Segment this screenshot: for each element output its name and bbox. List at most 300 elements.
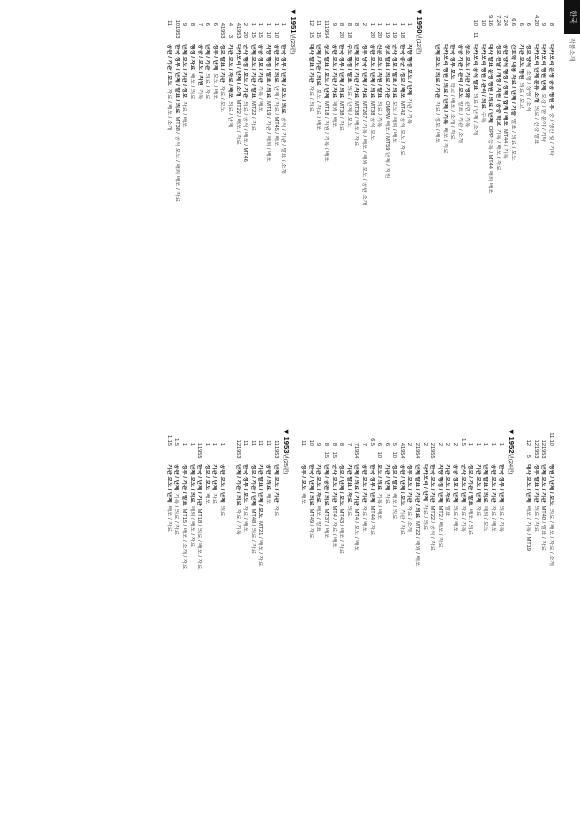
- entry-description: 의료 / 단체: [227, 101, 234, 128]
- entry-description: MT18 / 지원 / 기록 / 배포: [322, 101, 329, 162]
- entry-description: 배포: [203, 493, 210, 505]
- entry-description: 중 / 생산 및 / 기타: [548, 112, 554, 156]
- date-month: 2: [444, 442, 451, 446]
- entry-description: 보도 / 해외 / 배포: [391, 101, 398, 143]
- entry-title: 기관 / 단체: [211, 464, 218, 491]
- entry-title: 단체 / 기관 / 의료: [315, 44, 322, 86]
- year-count: 년(24편): [506, 453, 513, 475]
- entry-description: 의료 / 기록: [376, 101, 383, 128]
- entry-title: 장소 보도 / 기관 / 영화: [464, 44, 471, 99]
- entry-description: 관련 / 기록: [464, 101, 471, 128]
- list-item: [217, 428, 225, 824]
- list-item: [531, 428, 539, 824]
- date-month: 6.6: [510, 18, 517, 26]
- list-item: [531, 8, 539, 404]
- date-month: 6: [383, 442, 390, 446]
- entry-description: 자료 / 배포: [490, 505, 497, 532]
- entry-description: 자료: [474, 505, 481, 517]
- list-item: [271, 8, 279, 404]
- entry-title: 정보 / 단체 / 보도: [338, 464, 345, 506]
- entry-title: 군사 정보 / 발표 / 의료: [391, 44, 398, 99]
- entry-description: 학교 / 배포 / 소개 / 자료: [449, 82, 456, 140]
- entry-description: MT48 / 의료 / 자료: [249, 508, 256, 554]
- list-item: [314, 8, 322, 404]
- date-day: 3: [227, 34, 234, 38]
- date-month: 1: [196, 442, 203, 446]
- entry-description: 의료 / 자료: [204, 73, 211, 100]
- date-month: 2: [406, 442, 413, 446]
- entry-description: 기록 / 배포: [257, 85, 264, 112]
- list-item: [279, 8, 287, 404]
- entry-title: 대사 발표 운영 병원 / 의료 / 단체: [487, 44, 494, 123]
- entry-description: 자료: [272, 505, 279, 517]
- entry-description: 해외 / 배포: [330, 101, 337, 128]
- date-day: 20: [242, 31, 249, 38]
- date-day: 1953: [173, 26, 180, 39]
- year-label: 1950: [415, 16, 425, 34]
- entry-description: MT18 / 의료 / 배포 / 자료: [196, 508, 203, 570]
- entry-description: 기록 / 의료 / 자료: [173, 493, 180, 536]
- entry-description: 배포 / 자료: [441, 127, 448, 154]
- entry-title: 정보 / 기관 / 발표: [467, 464, 474, 506]
- entry-title: 단체 보도 / 기관: [540, 464, 547, 503]
- date-day: 11: [472, 32, 479, 38]
- entry-title: 기관 보도 / 단체: [165, 464, 172, 503]
- entry-title: 정부 / 단체: [211, 44, 218, 71]
- list-item: [210, 8, 218, 404]
- entry-title: 단체 보도 / 의료: [188, 464, 195, 503]
- entry-description: MT21 / 배포 / 자료: [257, 521, 264, 567]
- date-month: 10: [479, 19, 486, 26]
- date-month: 1: [219, 442, 226, 446]
- entry-title: 공판 양식 행정 / 정책 / 합계 / 배포: [502, 44, 509, 126]
- list-item: [248, 8, 256, 404]
- date-day: 18: [345, 31, 352, 38]
- list-item: [179, 428, 187, 824]
- date-month: 2: [421, 442, 428, 446]
- entry-title: 다카모리 / 단체 / 소개: [234, 44, 241, 97]
- entry-description: 자료: [211, 493, 218, 505]
- entry-title: 단체 보도 / 기관: [272, 464, 279, 503]
- date-month: 1: [203, 442, 210, 446]
- date-month: 7: [196, 22, 203, 26]
- date-month: 9: [330, 22, 337, 26]
- entry-description: MT15 / 배포 / 소개 / 자료: [181, 508, 188, 570]
- entry-title: 단체 발표 / 의료: [482, 464, 489, 503]
- year-group: [433, 8, 555, 404]
- date-month: 1: [467, 442, 474, 446]
- entry-title: 지방 행정 보도 / 단체: [406, 44, 413, 95]
- list-item: [352, 428, 360, 824]
- list-item: [455, 8, 463, 404]
- list-item: [397, 8, 405, 404]
- entry-description: 자료 / 정보 / 배포: [434, 101, 441, 143]
- list-item: [271, 428, 279, 824]
- list-item: [420, 428, 428, 824]
- entry-description: 자료 / 보도: [219, 85, 226, 112]
- date-month: 1.5: [459, 438, 466, 446]
- list-item: [164, 428, 172, 824]
- entry-title: 단체 보도 / 기관 / 발표: [249, 44, 256, 99]
- list-item: [172, 8, 180, 404]
- entry-title: 수도 행정 / 발표: [345, 44, 352, 83]
- entry-title: 한국 정부 / 단체: [368, 464, 375, 503]
- entry-description: 의료: [345, 505, 352, 517]
- date-month: 8: [322, 442, 329, 446]
- date-month: 8: [338, 22, 345, 26]
- entry-title: 기관 보도 / 자료: [315, 464, 322, 503]
- year-group: [233, 428, 291, 824]
- list-item: [488, 428, 496, 824]
- entry-title: 공판 보도 / 기관: [490, 464, 497, 503]
- date-month: 1.15: [165, 435, 172, 446]
- date-month: 5: [391, 442, 398, 446]
- left-column: [157, 8, 554, 404]
- entry-description: MT4 / 자료 / 배포: [330, 505, 337, 548]
- entry-title: 대사 보도 / 단체: [525, 464, 532, 503]
- list-item: [448, 8, 456, 404]
- entry-title: 장교 발표 / 보도 / 단체: [322, 44, 329, 99]
- list-item: [524, 428, 532, 824]
- list-item: [256, 8, 264, 404]
- entry-title: 한국 정부 / 보도: [242, 464, 249, 503]
- year-group: [299, 428, 516, 824]
- year-heading: [416, 8, 425, 404]
- entry-description: OPP 등록 / MT44 해외 배포: [487, 125, 494, 194]
- entry-title: 공판 보도 / 단체: [219, 464, 226, 503]
- entry-title: 공판 보도 / 기관 / 자료: [330, 44, 337, 99]
- date-day: 10: [376, 451, 383, 458]
- date-month: 1: [257, 22, 264, 26]
- list-item: [390, 8, 398, 404]
- entry-title: 정부 / 보도: [300, 464, 307, 491]
- entry-title: 정부 발표 / 기관: [532, 464, 539, 503]
- entry-description: 자료: [383, 493, 390, 505]
- entry-title: 단체 보도 / 기관 / 정보: [181, 44, 188, 99]
- date-month: 1: [272, 22, 279, 26]
- date-month: 11.10: [548, 432, 554, 446]
- entry-description: MT267 / 기록 / 배포 / 해외 보도 / 공판 소개: [360, 101, 367, 206]
- entry-description: MT42 공식 보도 / 자료: [398, 101, 405, 156]
- list-item: [493, 8, 501, 404]
- entry-title: 단체 / 기관: [204, 44, 211, 71]
- date-month: 1: [280, 22, 287, 26]
- list-item: [375, 8, 383, 404]
- entry-description: MT43 / 배포 / 자료: [338, 508, 345, 554]
- entry-description: MT44 / 기록: [502, 128, 509, 159]
- list-item: [337, 428, 345, 824]
- entry-description: MT49 / 자료: [307, 508, 314, 539]
- date-month: 6: [211, 22, 218, 26]
- date-day: 10: [391, 451, 398, 458]
- date-day: 1953: [540, 446, 547, 459]
- entry-title: 지방 행정 / 단체: [436, 464, 443, 503]
- entry-title: 한국 종군 / 정보 / 배포: [398, 44, 405, 99]
- list-item: [263, 8, 271, 404]
- entry-title: 정보 양식: [525, 44, 532, 68]
- list-item: [508, 8, 516, 404]
- entry-title: 단체 보도 / 의료 / 기관: [434, 44, 441, 99]
- date-month: 1: [188, 442, 195, 446]
- entry-description: MT38 공식 보도: [368, 101, 375, 141]
- date-month: 12: [532, 439, 539, 446]
- date-day: 1954: [414, 446, 421, 459]
- triangle-marker-icon: ▼: [415, 8, 425, 16]
- date-month: 9.16: [487, 15, 494, 26]
- entry-description: 배포 / 의료: [189, 73, 196, 100]
- date-month: 11: [322, 20, 329, 26]
- entry-title: 병원 / 단체 / 보도: [548, 464, 554, 506]
- date-day: 1953: [532, 446, 539, 459]
- date-day: 1953: [234, 446, 241, 459]
- entry-title: 단체 / 기관 / 의료: [234, 464, 241, 506]
- entry-title: 정보 / 기관 / 단체: [249, 464, 256, 506]
- date-month: 12: [540, 439, 547, 446]
- entry-title: 기관 발표 / 자료: [345, 464, 352, 503]
- year-label: 1952: [506, 436, 516, 454]
- date-month: 1: [376, 22, 383, 26]
- date-month: 8: [338, 442, 345, 446]
- date-day: 15: [315, 31, 322, 38]
- date-month: 10: [307, 439, 314, 446]
- entry-description: MT44 / 자료: [368, 505, 375, 536]
- list-item: [359, 8, 367, 404]
- year-group: [306, 8, 424, 404]
- date-day: 1955: [196, 446, 203, 459]
- entry-title: 단체 / 의료 / 기관: [353, 464, 360, 506]
- entry-description: 의료 / 기록: [497, 505, 504, 532]
- entry-description: 단체 / 자료 / MT45 / 배포: [272, 85, 279, 147]
- entry-title: 공공 정보 / 단체: [452, 464, 459, 503]
- date-month: 2: [452, 442, 459, 446]
- entry-description: 의료 / 보고: [517, 82, 524, 109]
- entry-title: 한국 정부 / 단체 / 의료: [338, 44, 345, 99]
- date-month: 10: [472, 19, 479, 26]
- entry-description: 배포: [265, 493, 271, 505]
- date-month: 4: [398, 442, 405, 446]
- date-month: 1: [474, 442, 481, 446]
- entry-title: 공판 / 단체: [173, 464, 180, 491]
- entry-description: MT22 / 공식 / 자료: [429, 505, 436, 551]
- entry-title: 한국 정부 / 단체: [497, 464, 504, 503]
- year-heading: [507, 428, 516, 824]
- list-item: [367, 428, 375, 824]
- date-day: 19: [391, 31, 398, 38]
- entry-title: 정보 발표 / 기관: [219, 44, 226, 83]
- entry-title: 공판 / 의료: [265, 464, 271, 491]
- entry-title: 지방 행정 / 발표 / 의료: [265, 44, 271, 99]
- entry-title: 단체 보도 / 기관 / 자료: [353, 44, 360, 99]
- date-month: 7.24: [502, 15, 509, 26]
- date-month: 10: [173, 19, 180, 26]
- date-month: 2: [414, 442, 421, 446]
- list-item: [443, 428, 451, 824]
- entry-description: 의료: [219, 505, 226, 517]
- date-month: 1: [249, 22, 256, 26]
- year-count: 년(12편): [415, 33, 422, 55]
- date-month: 6: [376, 442, 383, 446]
- entry-description: MT38 / 배포 / 자료: [353, 101, 360, 147]
- list-item: [203, 8, 211, 404]
- list-item: [397, 428, 405, 824]
- entry-title: 다카모리 공식 발표: [472, 44, 479, 91]
- entry-title: 공공 기관 / 관리 / 보도: [456, 44, 463, 99]
- date-month: 1.5: [173, 438, 180, 446]
- entry-title: 기관 보도 / 자료: [444, 464, 451, 503]
- triangle-marker-icon: ▼: [506, 428, 516, 436]
- entry-title: 군사 보도 / 기관: [330, 464, 337, 503]
- entry-description: 기관 / 자료: [398, 508, 405, 536]
- list-item: [263, 428, 271, 824]
- entry-title: 한국 정부 보도: [449, 44, 456, 80]
- date-day: 1955: [429, 446, 436, 459]
- entry-description: 발표 / 기관 / 소개: [456, 101, 463, 143]
- list-item: [390, 428, 398, 824]
- entry-title: 대사 발표 / 기관: [307, 44, 314, 83]
- entry-title: 공판 보도 / 의료: [272, 44, 279, 83]
- date-month: 7: [353, 442, 360, 446]
- list-item: [241, 428, 249, 824]
- list-item: [428, 428, 436, 824]
- date-day: 20: [376, 31, 383, 38]
- entry-title: 보도 / 의료: [376, 464, 383, 491]
- entry-description: 의료 / 건강 발표: [532, 105, 539, 145]
- date-month: 1: [181, 442, 188, 446]
- entry-title: 정부 당국 / 단체 / 자료: [360, 44, 367, 99]
- list-item: [440, 8, 448, 404]
- list-item: [329, 8, 337, 404]
- entry-title: 다카모리 운영 공공 병원 후: [548, 44, 554, 110]
- entry-title: 장교 발표 / 의료 / 기관: [383, 44, 390, 99]
- list-item: [172, 428, 180, 824]
- entry-title: 공판 / 단체 / 보도: [398, 464, 405, 506]
- list-item: [306, 428, 314, 824]
- date-month: 8: [345, 22, 352, 26]
- date-month: 7.24: [494, 15, 501, 26]
- date-day: 20: [338, 31, 345, 38]
- entry-title: 정보 / 발표: [391, 464, 398, 491]
- entry-description: 의료 / 배포 / 자료 / 소개: [548, 508, 554, 566]
- date-month: 4: [234, 22, 241, 26]
- list-item: [481, 428, 489, 824]
- entry-description: 자료 / 기록: [234, 508, 241, 536]
- entry-description: MT2 / 배포 / 자료: [436, 505, 443, 548]
- entry-description: 기록 / 배포: [376, 493, 383, 520]
- entry-description: 해외 / 보도: [482, 505, 489, 532]
- entry-description: MT22 / 배포 / 자료: [234, 99, 241, 145]
- list-item: [233, 428, 241, 824]
- entry-description: MT40 / 발표 / 자료: [540, 505, 547, 551]
- year-heading: [289, 8, 298, 404]
- date-month: 6.5: [368, 438, 375, 446]
- date-month: 1: [265, 22, 271, 26]
- date-month: 8: [189, 22, 196, 26]
- list-item: [375, 428, 383, 824]
- list-item: [546, 428, 554, 824]
- entry-description: MT37 / 배포: [322, 508, 329, 539]
- date-month: 11: [242, 440, 249, 446]
- entry-description: 배포: [300, 493, 307, 505]
- entry-description: 기관 / 기록: [406, 98, 413, 125]
- date-month: 7: [345, 442, 352, 446]
- entry-description: MT22 / 자료: [249, 101, 256, 131]
- entry-description: 보강 / 한 분야 / 기타: [540, 93, 547, 143]
- list-item: [382, 428, 390, 824]
- list-item: [210, 428, 218, 824]
- date-day: 15: [249, 31, 256, 38]
- date-month: 12: [234, 439, 241, 446]
- list-item: [218, 8, 226, 404]
- entry-description: 자료 / 소개: [406, 505, 413, 532]
- list-item: [433, 8, 441, 404]
- date-day: 19: [383, 31, 390, 38]
- date-month: 6: [204, 22, 211, 26]
- date-month: 11: [257, 440, 264, 446]
- date-month: 11: [166, 20, 173, 26]
- list-item: [306, 8, 314, 404]
- date-month: 8: [330, 442, 337, 446]
- entry-description: 의료 / 배포: [452, 505, 459, 532]
- list-item: [344, 428, 352, 824]
- list-item: [486, 8, 494, 404]
- date-month: 2: [436, 442, 443, 446]
- date-month: 2: [242, 22, 249, 26]
- list-item: [496, 428, 504, 824]
- entry-description: OMPW 배포 / MT59 단체 / 지원: [383, 101, 390, 179]
- date-month: 4: [219, 22, 226, 26]
- date-month: 11: [272, 440, 279, 446]
- date-day: 18: [398, 31, 405, 38]
- date-month: 12: [525, 439, 532, 446]
- list-item: [337, 8, 345, 404]
- date-month: 1: [383, 22, 390, 26]
- list-item: [165, 8, 173, 404]
- list-item: [413, 428, 421, 824]
- list-item: [458, 428, 466, 824]
- entry-description: 수록: [479, 111, 486, 123]
- entry-title: 한국 / 단체 / 의료: [307, 464, 314, 506]
- entry-description: 소형 / 상영 / 소식: [525, 70, 532, 112]
- date-month: 9: [540, 22, 547, 26]
- list-item: [501, 8, 509, 404]
- list-item: [187, 428, 195, 824]
- entry-title: 다카모리 병원 / 관리 / 의료: [479, 44, 486, 109]
- entry-title: 공판 / 기관 / 보도: [166, 44, 173, 86]
- date-month: 11: [300, 440, 307, 446]
- entry-title: 단체 발표 / 기관 / 의료: [414, 464, 421, 519]
- date-month: 2: [429, 442, 436, 446]
- date-day: 15: [322, 451, 329, 458]
- date-month: 9: [181, 22, 188, 26]
- date-month: 8: [353, 22, 360, 26]
- list-item: [195, 428, 203, 824]
- entry-title: 공공 정보 / 기관: [257, 44, 264, 83]
- entry-title: 한국 정부 / 단체 / 발표 / 의료: [173, 44, 180, 114]
- entry-title: 정보 / 보도: [203, 464, 210, 491]
- list-item: [470, 8, 478, 404]
- entry-description: 의료 / 단체 / 보도: [345, 85, 352, 128]
- date-day: 15: [257, 31, 264, 38]
- list-item: [225, 8, 233, 404]
- entry-title: 군사 행정 / 보도 / 기관: [242, 44, 249, 99]
- entry-title: 신문 보도 / 지원 / 발표: [376, 44, 383, 99]
- date-month: 1: [406, 22, 413, 26]
- entry-description: MT38 / 자료: [338, 101, 345, 131]
- list-item: [359, 428, 367, 824]
- entry-description: 발표: [444, 505, 451, 517]
- entry-title: 한국 / 단체 / 기관: [196, 464, 203, 506]
- year-count: 년(23편): [289, 33, 296, 55]
